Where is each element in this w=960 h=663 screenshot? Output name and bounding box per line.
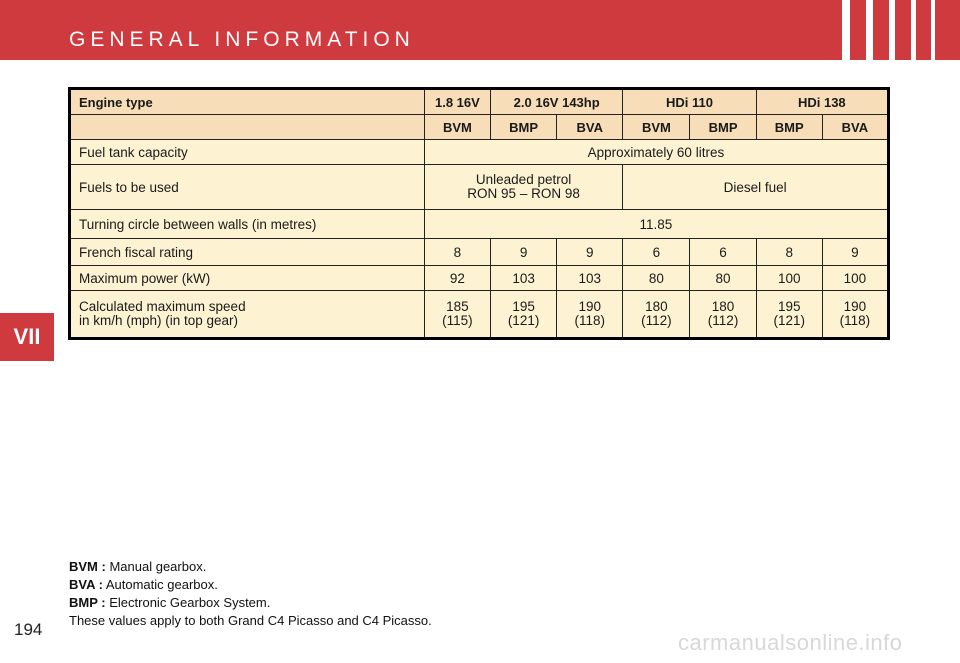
chapter-tab: VII: [0, 313, 54, 361]
power-value: 92: [424, 266, 490, 291]
petrol-line-1: Unleaded petrol: [475, 172, 572, 187]
petrol-fuel-cell: [424, 165, 622, 210]
gearbox-header: BVM: [424, 115, 490, 140]
header-bar: [0, 0, 960, 60]
header-stripe: [842, 0, 850, 60]
gearbox-header: BVM: [623, 115, 690, 140]
note-key: BVA :: [69, 577, 103, 592]
speed-mph: (121): [507, 313, 540, 328]
fiscal-value: 9: [822, 239, 888, 266]
speed-kmh: 180: [711, 299, 735, 314]
note-line: [69, 594, 432, 612]
engine-type-label: Engine type: [70, 89, 425, 115]
engine-header: HDi 110: [623, 89, 756, 115]
speed-label-line-2: in km/h (mph) (in top gear): [79, 313, 239, 328]
gearbox-header: BMP: [756, 115, 822, 140]
note-text: Manual gearbox.: [109, 559, 207, 574]
speed-cell: [756, 291, 822, 339]
power-value: 80: [690, 266, 756, 291]
speed-label-line-1: Calculated maximum speed: [79, 299, 246, 314]
engine-header: HDi 138: [756, 89, 888, 115]
gearbox-header: BVA: [557, 115, 623, 140]
row-label: [70, 291, 425, 339]
note-line: [69, 558, 432, 576]
row-label: Fuel tank capacity: [70, 140, 425, 165]
page-number: 194: [14, 620, 43, 639]
speed-mph: (112): [641, 313, 672, 328]
speed-kmh: 190: [843, 299, 867, 314]
gearbox-header-empty: [70, 115, 425, 140]
page-title: GENERAL INFORMATION: [69, 28, 415, 51]
speed-mph: (118): [574, 313, 605, 328]
petrol-line-2: RON 95 – RON 98: [467, 186, 580, 201]
speed-mph: (115): [442, 313, 473, 328]
table-row: [70, 210, 889, 239]
gearbox-notes: [69, 558, 432, 630]
speed-kmh: 190: [578, 299, 601, 314]
fiscal-value: 8: [756, 239, 822, 266]
gearbox-header: BVA: [822, 115, 888, 140]
speed-kmh: 180: [645, 299, 668, 314]
engine-header: 2.0 16V 143hp: [491, 89, 623, 115]
note-line: [69, 576, 432, 594]
speed-kmh: 195: [777, 299, 801, 314]
power-value: 103: [557, 266, 623, 291]
fiscal-value: 9: [557, 239, 623, 266]
row-label: French fiscal rating: [70, 239, 425, 266]
engine-spec-table: [68, 87, 890, 340]
note-applies: These values apply to both Grand C4 Picasso and C4 Picasso.: [69, 613, 432, 628]
note-text: Electronic Gearbox System.: [109, 595, 271, 610]
power-value: 100: [822, 266, 888, 291]
speed-cell: [557, 291, 623, 339]
gearbox-header: BMP: [690, 115, 756, 140]
table-row: [70, 291, 889, 339]
note-key: BMP :: [69, 595, 106, 610]
fiscal-value: 6: [690, 239, 756, 266]
header-stripe: [911, 0, 916, 60]
header-stripe: [866, 0, 873, 60]
speed-cell: [690, 291, 756, 339]
power-value: 100: [756, 266, 822, 291]
table-header-row: [70, 89, 889, 115]
speed-mph: (118): [839, 313, 871, 328]
gearbox-header: BMP: [491, 115, 557, 140]
header-stripe: [931, 0, 935, 60]
note-key: BVM :: [69, 559, 106, 574]
fiscal-value: 9: [491, 239, 557, 266]
speed-cell: [822, 291, 888, 339]
fiscal-value: 6: [623, 239, 690, 266]
speed-cell: [424, 291, 490, 339]
power-value: 80: [623, 266, 690, 291]
header-stripe: [889, 0, 895, 60]
table-row: [70, 239, 889, 266]
fuel-tank-value: Approximately 60 litres: [424, 140, 888, 165]
speed-cell: [491, 291, 557, 339]
row-label: Fuels to be used: [70, 165, 425, 210]
speed-mph: (121): [773, 313, 805, 328]
table-row: [70, 266, 889, 291]
note-text: Automatic gearbox.: [105, 577, 218, 592]
turning-circle-value: 11.85: [424, 210, 888, 239]
row-label: Maximum power (kW): [70, 266, 425, 291]
row-label: Turning circle between walls (in metres): [70, 210, 425, 239]
diesel-fuel-cell: Diesel fuel: [623, 165, 889, 210]
speed-mph: (112): [707, 313, 739, 328]
power-value: 103: [491, 266, 557, 291]
fiscal-value: 8: [424, 239, 490, 266]
watermark: carmanualsonline.info: [678, 630, 903, 655]
speed-kmh: 185: [446, 299, 469, 314]
speed-cell: [623, 291, 690, 339]
table-row: [70, 140, 889, 165]
gearbox-header-row: [70, 115, 889, 140]
engine-header: 1.8 16V: [424, 89, 490, 115]
table-row: [70, 165, 889, 210]
speed-kmh: 195: [512, 299, 535, 314]
